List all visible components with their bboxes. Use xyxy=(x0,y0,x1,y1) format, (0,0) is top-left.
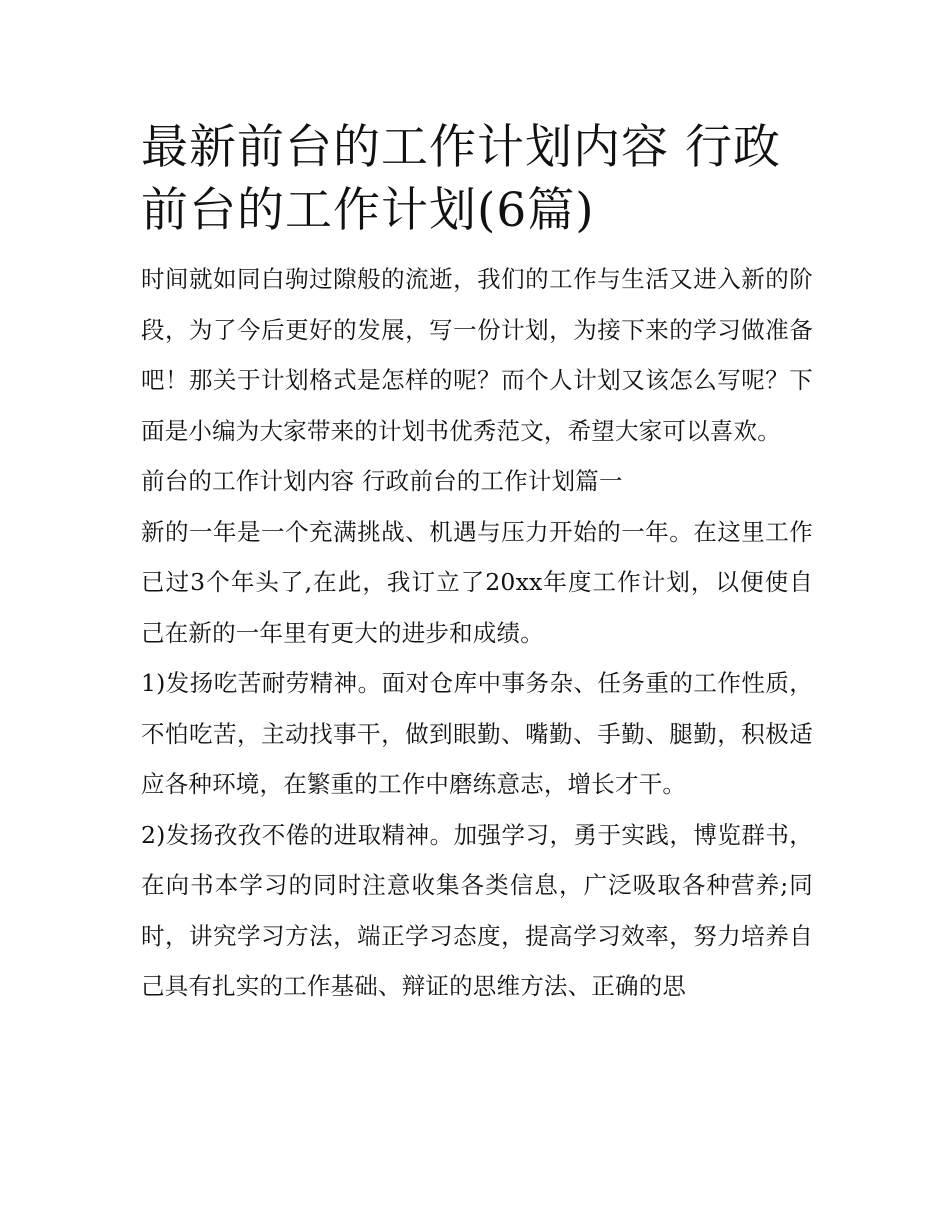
intro-paragraph: 时间就如同白驹过隙般的流逝，我们的工作与生活又进入新的阶段，为了今后更好的发展，写一份计划，为接下来的学习做准备吧！那关于计划格式是怎样的呢？而个人计划又该怎么写呢？下面是小编为大家带来的计划书优秀范文，希望大家可以喜欢。 xyxy=(141,265,813,445)
section-heading: 前台的工作计划内容 行政前台的工作计划篇一 xyxy=(141,467,623,495)
document-body xyxy=(141,116,813,1012)
list-item-2: 2)发扬孜孜不倦的进取精神。加强学习，勇于实践，博览群书，在向书本学习的同时注意收集各类信息，广泛吸取各种营养;同时，讲究学习方法，端正学习态度，提高学习效率，努力培养自己具有扎实的工作基础、辩证的思维方法、正确的思 xyxy=(141,820,813,1000)
document-title: 最新前台的工作计划内容 行政前台的工作计划(6篇) xyxy=(141,120,781,238)
body-paragraph: 新的一年是一个充满挑战、机遇与压力开始的一年。在这里工作已过3个年头了,在此，我订立了20xx年度工作计划，以便使自己在新的一年里有更大的进步和成绩。 xyxy=(141,517,813,647)
list-item-1: 1)发扬吃苦耐劳精神。面对仓库中事务杂、任务重的工作性质，不怕吃苦，主动找事干，做到眼勤、嘴勤、手勤、腿勤，积极适应各种环境，在繁重的工作中磨练意志，增长才干。 xyxy=(141,669,813,798)
